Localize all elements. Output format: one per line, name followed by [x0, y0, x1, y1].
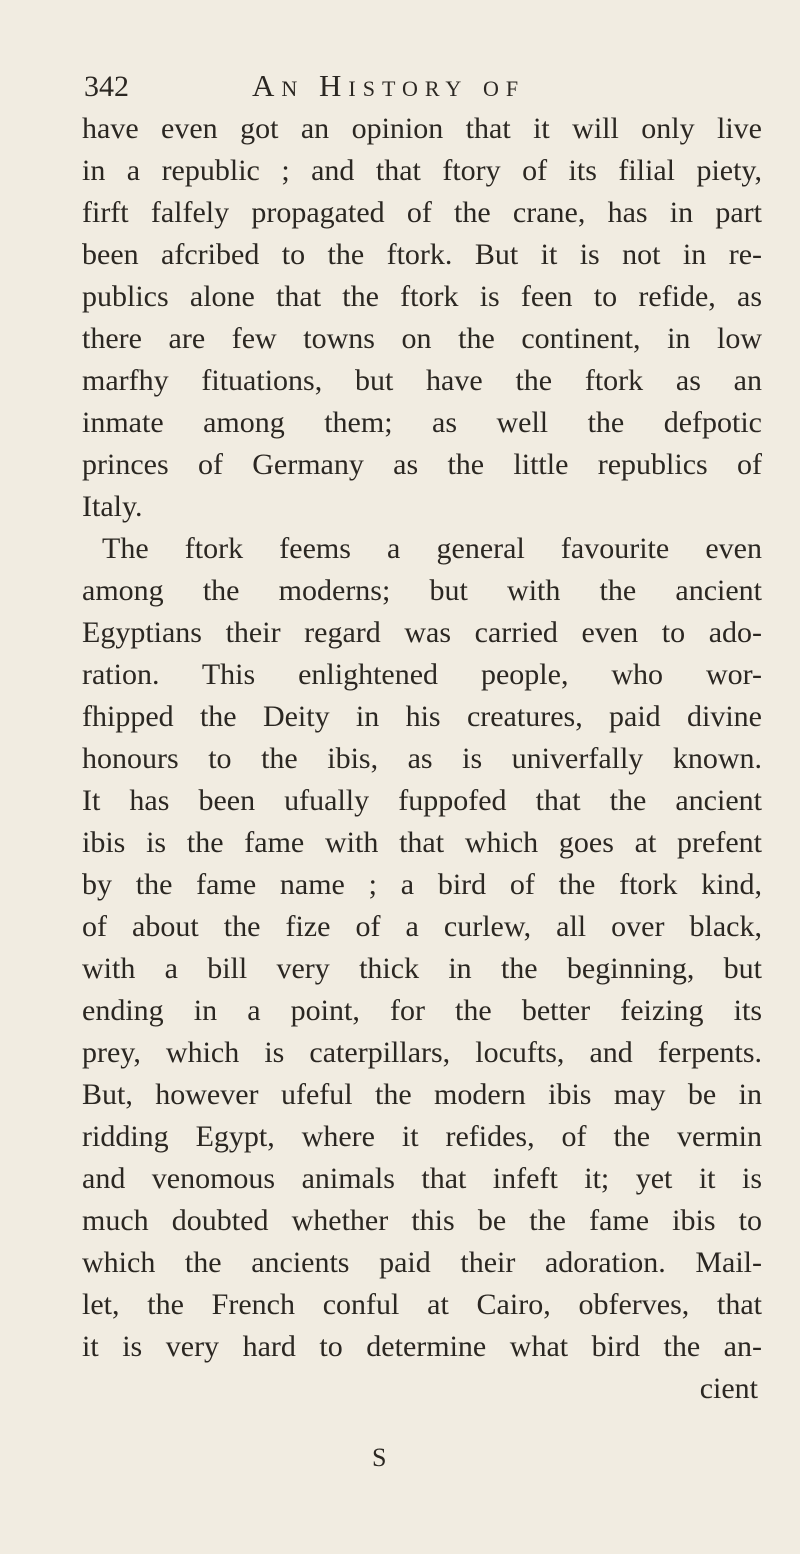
running-head: [82, 60, 762, 108]
text-line: in a republic ; and that ftory of its filial piety,: [82, 154, 762, 187]
text-line: ending in a point, for the better feizing its: [82, 994, 762, 1027]
text-line: Egyptians their regard was carried even to ado-: [82, 616, 762, 649]
page-number: 342: [84, 70, 129, 103]
text-line: ibis is the fame with that which goes at prefent: [82, 826, 762, 859]
text-line: publics alone that the ftork is feen to refide, as: [82, 280, 762, 313]
text-line: Italy.: [82, 490, 143, 523]
text-line: there are few towns on the continent, in low: [82, 322, 762, 355]
text-line: which the ancients paid their adoration. Mail-: [82, 1246, 762, 1279]
paragraph-start-line: The ftork feems a general favourite even: [102, 532, 762, 565]
text-line: inmate among them; as well the defpotic: [82, 406, 762, 439]
text-line: been afcribed to the ftork. But it is not in re-: [82, 238, 762, 271]
text-line: princes of Germany as the little republics of: [82, 448, 762, 481]
text-line: of about the fize of a curlew, all over black,: [82, 910, 762, 943]
catchword: cient: [699, 1372, 758, 1405]
running-title: An History of: [252, 68, 526, 103]
text-line: firft falfely propagated of the crane, has in part: [82, 196, 762, 229]
text-line: much doubted whether this be the fame ibis to: [82, 1204, 762, 1237]
text-line: ridding Egypt, where it refides, of the vermin: [82, 1120, 762, 1153]
text-line: and venomous animals that infeft it; yet it is: [82, 1162, 762, 1195]
text-line: prey, which is caterpillars, locufts, and ferpents.: [82, 1036, 762, 1069]
body-text: [82, 108, 762, 1410]
text-line: marfhy fituations, but have the ftork as an: [82, 364, 762, 397]
text-line: have even got an opinion that it will only live: [82, 112, 762, 145]
text-line: with a bill very thick in the beginning, but: [82, 952, 762, 985]
text-line: by the fame name ; a bird of the ftork kind,: [82, 868, 762, 901]
text-line: among the moderns; but with the ancient: [82, 574, 762, 607]
signature-mark: S: [372, 1443, 387, 1472]
text-line: let, the French conful at Cairo, obferves, that: [82, 1288, 762, 1321]
text-line: ration. This enlightened people, who wor-: [82, 658, 762, 691]
text-line: But, however ufeful the modern ibis may be in: [82, 1078, 762, 1111]
text-line: fhipped the Deity in his creatures, paid divine: [82, 700, 762, 733]
text-line: It has been ufually fuppofed that the ancient: [82, 784, 762, 817]
text-line: it is very hard to determine what bird the an-: [82, 1330, 762, 1363]
text-line: honours to the ibis, as is univerfally known.: [82, 742, 762, 775]
